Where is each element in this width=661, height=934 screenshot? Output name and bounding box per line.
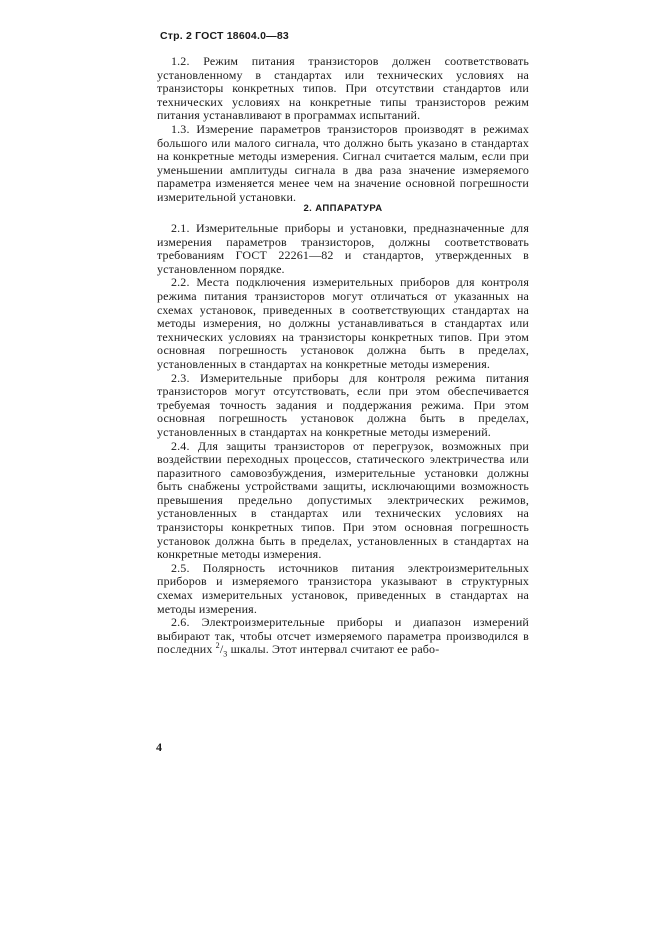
paragraph-2-5: 2.5. Полярность источников питания электроизмерительных приборов и измеряемого транзистора указывают в структурных схемах измерительных установок, приведенных в стандартах на методы измерения. (157, 560, 529, 616)
paragraph-2-2: 2.2. Места подключения измерительных приборов для контроля режима питания транзисторов могут отличаться от указанных на схемах установок, приведенных в соответствующих стандартах на методы измерения, но должны устанавливаться в стандартах или технических условиях на транзисторы конкретных типов. При этом основная погрешность установок должна быть в пределах, установленных в стандартах на конкретные методы измерения. (157, 275, 529, 371)
paragraph-2-6-end: шкалы. Этот интервал считают ее рабо- (227, 642, 440, 657)
section-1-continuation (157, 55, 529, 205)
paragraph-2-6: 2.6. Электроизмерительные приборы и диапазон измерений выбирают так, чтобы отсчет измеряемого параметра производился в последних $^2/_3$ шкалы. Этот интервал считают ее рабо- (157, 615, 529, 659)
section-2-body (157, 222, 529, 657)
running-head: Стр. 2 ГОСТ 18604.0—83 (160, 30, 289, 42)
paragraph-2-4: 2.4. Для защиты транзисторов от перегрузок, возможных при воздействии переходных процессов, статического электричества или паразитного самовозбуждения, измерительные установки должны быть снабжены устройствами защиты, исключающими возможность превышения предельно допустимых электрических режимов, установленных в стандартах или технических условиях на транзисторы конкретных типов. При этом основная погрешность установок должна быть в пределах, установленных в стандартах на конкретные методы измерения. (157, 438, 529, 562)
paragraph-2-3: 2.3. Измерительные приборы для контроля режима питания транзисторов могут отсутствовать, если при этом обеспечивается требуемая точность задания и поддержания режима. При этом основная погрешность установок должна быть в пределах, установленных в стандартах на конкретные методы измерений. (157, 370, 529, 439)
paragraph-2-6-start: 2.6. Электроизмерительные приборы и диапазон измерений выбирают так, чтобы отсчет измеряемого параметра производился в последних (157, 615, 529, 657)
section-title-apparatus: 2. АППАРАТУРА (303, 203, 383, 214)
fraction-numerator: 2 (215, 641, 220, 651)
paragraph-1-2: 1.2. Режим питания транзисторов должен соответствовать установленному в стандартах или технических условиях на транзисторы конкретных типов. При отсутствии стандартов или технических условиях на конкретные типы транзисторов режим питания устанавливают в программах испытаний. (157, 54, 529, 123)
paragraph-2-1: 2.1. Измерительные приборы и установки, предназначенные для измерения параметров транзисторов, должны соответствовать требованиям ГОСТ 22261—82 и стандартов, утвержденных в установленном порядке. (157, 221, 529, 276)
paragraph-1-3: 1.3. Измерение параметров транзисторов производят в режимах большого или малого сигнала, что должно быть указано в стандартах на конкретные методы измерения. Сигнал считается малым, если при уменьшении амплитуды сигнала в два раза значение измеряемого параметра изменяется менее чем на значение основной погрешности измерительной установки. (157, 121, 529, 204)
fraction-denominator: 3 (223, 649, 228, 659)
page-number: 4 (156, 740, 162, 754)
